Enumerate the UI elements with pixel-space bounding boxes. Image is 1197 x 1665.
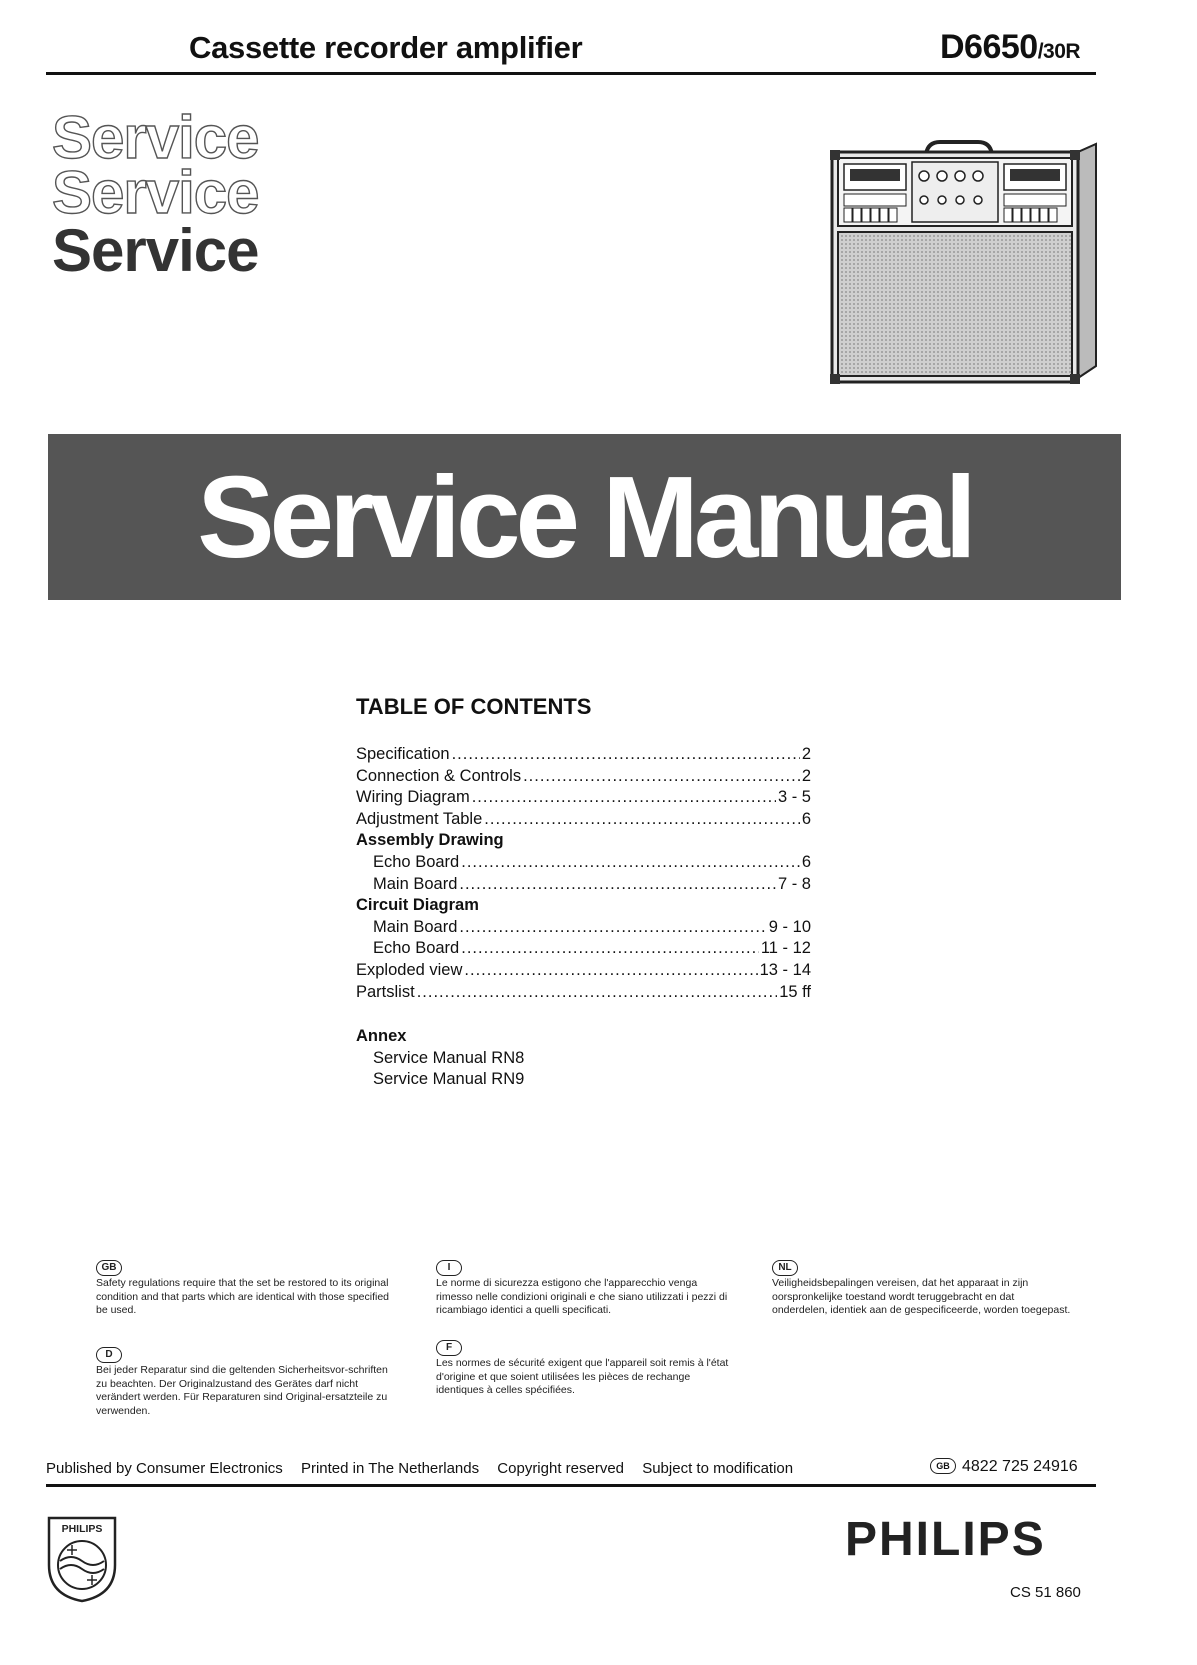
toc-label: Echo Board	[373, 852, 460, 871]
part-number-value: 4822 725 24916	[962, 1458, 1078, 1475]
safety-note-i	[436, 1260, 736, 1318]
safety-note-nl	[772, 1260, 1072, 1318]
safety-note-text: Le norme di sicurezza estigono che l'apparecchio venga rimesso nelle condizioni originali e che siano utilizzati i pezzi di ricambiago identici a quelli specificati.	[436, 1277, 728, 1316]
annex-item: Service Manual RN9	[373, 1070, 525, 1089]
service-logo-outline-2: Service	[52, 159, 259, 226]
safety-note-gb	[96, 1260, 396, 1318]
toc-label: Adjustment Table	[356, 809, 483, 828]
document-title: Cassette recorder amplifier	[189, 30, 583, 65]
safety-note-text: Safety regulations require that the set be restored to its original condition and that parts which are identical with those specified be used.	[96, 1277, 390, 1316]
model-main: D6650	[940, 28, 1038, 66]
subject-to-modification: Subject to modification	[642, 1460, 794, 1477]
toc-entry-wiring-diagram	[356, 787, 811, 809]
service-logo-solid: Service	[52, 217, 259, 284]
printed-in: Printed in The Netherlands	[300, 1460, 480, 1477]
language-badge-nl: NL	[772, 1260, 798, 1276]
language-badge-f: F	[436, 1340, 462, 1356]
published-by: Published by Consumer Electronics	[46, 1460, 283, 1477]
safety-note-d	[96, 1347, 396, 1418]
toc-title: TABLE OF CONTENTS	[356, 694, 592, 719]
header-rule	[46, 72, 1096, 75]
toc-entry-specification	[356, 744, 811, 766]
copyright: Copyright reserved	[497, 1460, 625, 1477]
annex-item: Service Manual RN8	[373, 1048, 525, 1067]
language-badge-gb: GB	[96, 1260, 122, 1276]
toc-page: 2	[801, 766, 811, 785]
toc-page: 11 - 12	[760, 939, 811, 958]
annex-section	[356, 1026, 524, 1091]
philips-wordmark: PHILIPS	[845, 1513, 1046, 1566]
toc-leader	[461, 938, 759, 960]
part-number	[930, 1458, 1078, 1476]
toc-leader	[464, 960, 757, 982]
footer-rule	[46, 1484, 1096, 1487]
toc-entry-circuit-echo	[356, 938, 811, 960]
model-suffix: /30R	[1037, 40, 1081, 63]
service-logo-outline-1: Service	[52, 104, 259, 171]
toc-heading-circuit: Circuit Diagram	[356, 896, 479, 915]
toc-entry-circuit-main	[356, 917, 811, 939]
toc-entry-connection-controls	[356, 766, 811, 788]
toc-page: 3 - 5	[777, 788, 811, 807]
model-number	[940, 28, 1080, 67]
toc-heading-assembly: Assembly Drawing	[356, 831, 504, 850]
toc-label: Wiring Diagram	[356, 788, 470, 807]
product-illustration	[828, 138, 1098, 396]
language-badge-d: D	[96, 1347, 122, 1363]
philips-shield-logo	[46, 1515, 118, 1603]
table-of-contents	[356, 744, 811, 1003]
toc-label: Main Board	[373, 917, 458, 936]
toc-leader	[461, 852, 800, 874]
toc-entry-exploded-view	[356, 960, 811, 982]
toc-leader	[452, 744, 800, 766]
toc-page: 7 - 8	[777, 874, 811, 893]
publication-line	[46, 1460, 807, 1477]
language-badge-i: I	[436, 1260, 462, 1276]
toc-page: 9 - 10	[768, 917, 811, 936]
safety-note-f	[436, 1340, 736, 1398]
shield-label: PHILIPS	[61, 1523, 103, 1535]
service-manual-banner	[48, 434, 1121, 600]
toc-leader	[417, 982, 778, 1004]
toc-label: Exploded view	[356, 960, 463, 979]
toc-label: Partslist	[356, 982, 415, 1001]
toc-entry-assembly-echo	[356, 852, 811, 874]
banner-text: Service Manual	[197, 452, 972, 582]
toc-label: Main Board	[373, 874, 458, 893]
toc-entry-assembly-main	[356, 874, 811, 896]
toc-leader	[484, 809, 800, 831]
toc-entry-partslist	[356, 982, 811, 1004]
annex-heading: Annex	[356, 1027, 407, 1045]
toc-page: 15 ff	[779, 982, 811, 1001]
toc-entry-adjustment-table	[356, 809, 811, 831]
toc-page: 6	[801, 852, 811, 871]
toc-leader	[523, 766, 800, 788]
toc-page: 13 - 14	[759, 960, 811, 979]
language-badge-gb: GB	[930, 1458, 956, 1474]
cs-code: CS 51 860	[1010, 1584, 1081, 1601]
toc-page: 2	[801, 745, 811, 763]
toc-label: Connection & Controls	[356, 766, 522, 785]
toc-page: 6	[801, 809, 811, 828]
safety-note-text: Les normes de sécurité exigent que l'appareil soit remis à l'état d'origine et que soient utilisées les pièces de rechange identiques à celles spécifiées.	[436, 1357, 729, 1396]
toc-label: Specification	[356, 745, 450, 763]
safety-note-text: Veiligheidsbepalingen vereisen, dat het apparaat in zijn oorspronkelijke toestand wordt teruggebracht en dat onderdelen, identiek aan de gespecificeerde, worden toegepast.	[772, 1277, 1071, 1316]
safety-note-text: Bei jeder Reparatur sind die geltenden Sicherheitsvor-schriften zu beachten. Der Originalzustand des Gerätes darf nicht verändert werden. Für Reparaturen sind Original-ersatzteile zu verwenden.	[96, 1364, 388, 1417]
toc-leader	[459, 917, 766, 939]
toc-leader	[472, 787, 776, 809]
toc-leader	[459, 874, 776, 896]
toc-label: Echo Board	[373, 939, 460, 958]
